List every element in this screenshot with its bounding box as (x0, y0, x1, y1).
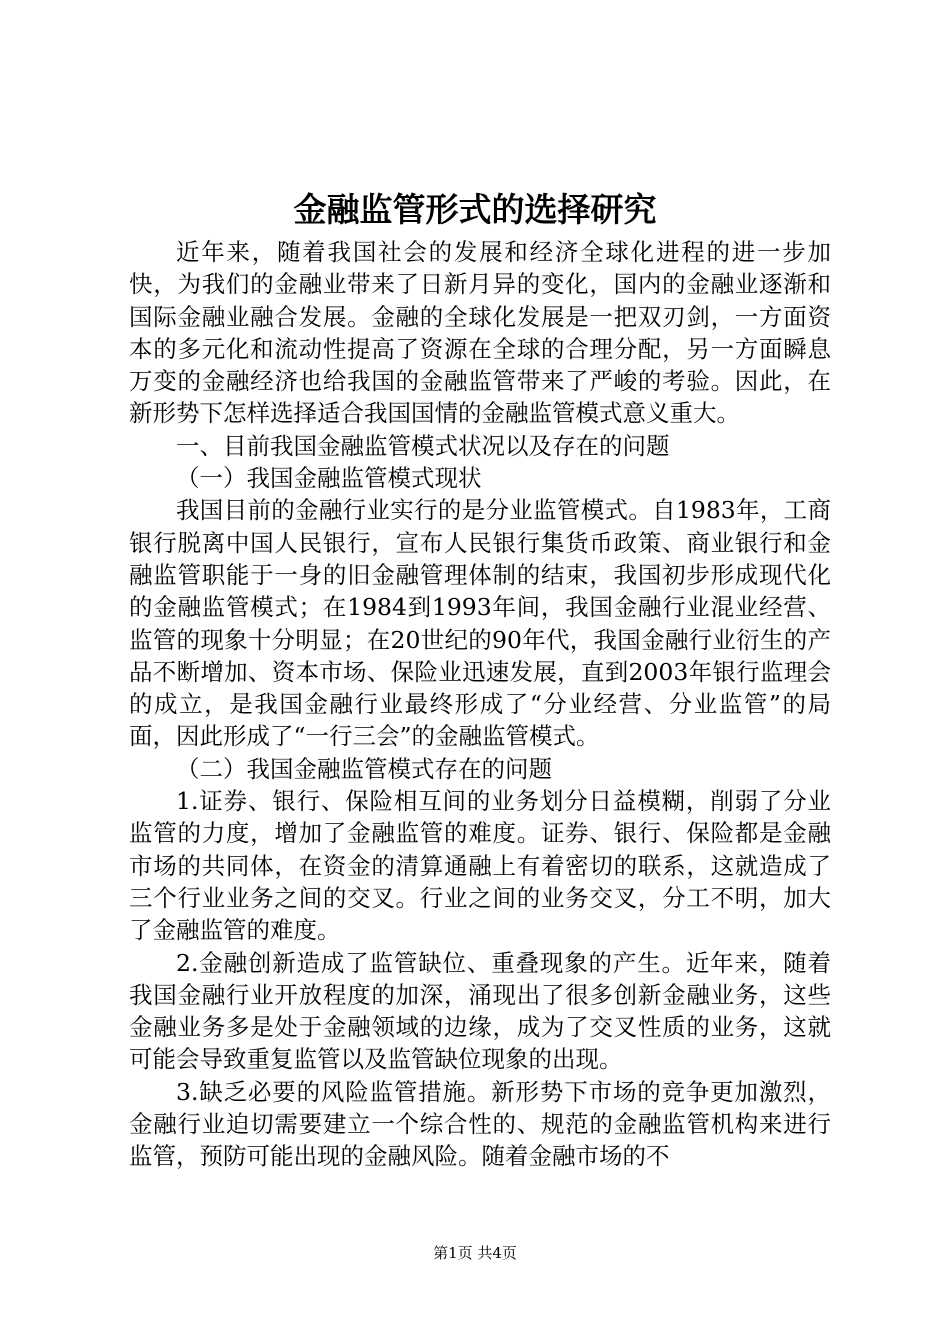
subsection-heading-2: （二）我国金融监管模式存在的问题 (176, 754, 552, 783)
paragraph-problem-3: 3.缺乏必要的风险监管措施。新形势下市场的竞争更加激烈，金融行业迫切需要建立一个综合性的、规范的金融监管机构来进行监管，预防可能出现的金融风险。随着金融市场的不 (129, 1077, 831, 1171)
document-title: 金融监管形式的选择研究 (293, 190, 657, 229)
paragraph-problem-1: 1.证券、银行、保险相互间的业务划分日益模糊，削弱了分业监管的力度，增加了金融监管的难度。证券、银行、保险都是金融市场的共同体，在资金的清算通融上有着密切的联系，这就造成了三个行业业务之间的交叉。行业之间的业务交叉，分工不明，加大了金融监管的难度。 (129, 787, 831, 945)
paragraph-intro: 近年来，随着我国社会的发展和经济全球化进程的进一步加快，为我们的金融业带来了日新月异的变化，国内的金融业逐渐和国际金融业融合发展。金融的全球化发展是一把双刃剑，一方面资本的多元化和流动性提高了资源在全球的合理分配，另一方面瞬息万变的金融经济也给我国的金融监管带来了严峻的考验。因此，在新形势下怎样选择适合我国国情的金融监管模式意义重大。 (129, 238, 831, 428)
paragraph-problem-2: 2.金融创新造成了监管缺位、重叠现象的产生。近年来，随着我国金融行业开放程度的加深，涌现出了很多创新金融业务，这些金融业务多是处于金融领域的边缘，成为了交叉性质的业务，这就可能会导致重复监管以及监管缺位现象的出现。 (129, 948, 831, 1074)
paragraph-current-status: 我国目前的金融行业实行的是分业监管模式。自1983年，工商银行脱离中国人民银行，宣布人民银行集货币政策、商业银行和金融监管职能于一身的旧金融管理体制的结束，我国初步形成现代化的金融监管模式；在1984到1993年间，我国金融行业混业经营、监管的现象十分明显；在20世纪的90年代，我国金融行业衍生的产品不断增加、资本市场、保险业迅速发展，直到2003年银行监理会的成立，是我国金融行业最终形成了“分业经营、分业监管”的局面，因此形成了“一行三会”的金融监管模式。 (129, 496, 831, 751)
page-footer: 第1页 共4页 (433, 1244, 517, 1262)
subsection-heading-1: （一）我国金融监管模式现状 (176, 464, 482, 493)
section-heading-1: 一、目前我国金融监管模式状况以及存在的问题 (176, 431, 670, 460)
document-body (129, 236, 831, 1173)
